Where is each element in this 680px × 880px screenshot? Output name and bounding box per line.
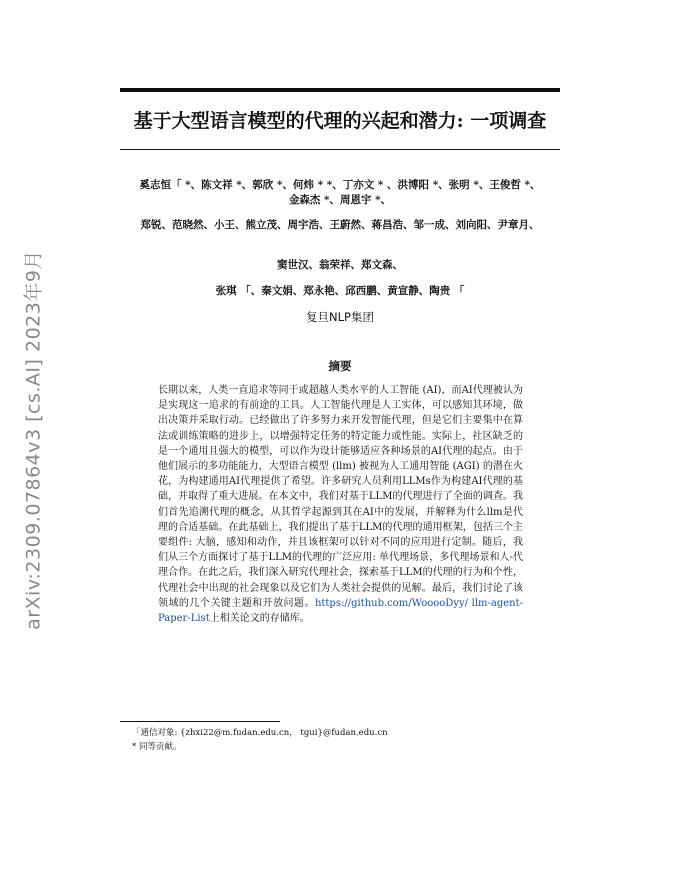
title-top-rule: [120, 88, 560, 92]
arxiv-stamp-text: arXiv:2309.07864v3 [cs.AI] 2023年9月: [22, 250, 45, 630]
author-line-1: 奚志恒「 *、陈文祥 *、郭欣 *、何炜 * *、丁亦文 * 、洪博阳 *、张明 *、王俊哲 *、金森杰 *、周恩宇 *、: [139, 179, 541, 206]
author-line-2: 郑锐、范晓然、小王、熊立茂、周宇浩、王蔚然、蒋昌浩、邹一成、刘向阳、尹章月、: [140, 219, 540, 231]
author-line-3: 窦世汉、翁荣祥、郑文森、: [277, 259, 403, 271]
footnote-correspondence: 「通信对象: {zhxi22@m.fudan.edu.cn， tgui}@fudan.edu.cn: [132, 728, 388, 738]
footnote-equal-contribution: * 同等贡献。: [132, 742, 182, 752]
abstract-body: [158, 383, 523, 626]
abstract-heading: 摘要: [328, 359, 352, 373]
abstract-text: 长期以来，人类一直追求等同于或超越人类水平的人工智能 (AI)，而AI代理被认为是实现这一追求的有前途的工具。人工智能代理是人工实体，可以感知其环境，做出决策并采取行动。已经做出了许多努力来开发智能代理，但是它们主要集中在算法或训练策略的进步上，以增强特定任务的特定能力或性能。实际上，社区缺乏的是一个通用且强大的模型，可以作为设计能够适应各种场景的AI代理的起点。由于他们展示的多功能能力，大型语言模型 (llm) 被视为人工通用智能 (AGI) 的潜在火花，为构建通用AI代理提供了希望。许多研究人员利用LLMs作为构建AI代理的基础，并取得了重大进展。在本文中，我们对基于LLM的代理进行了全面的调查。我们首先追溯代理的概念，从其哲学起源到其在AI中的发展，并解释为什么llm是代理的合适基础。在此基础上，我们提出了基于LLM的代理的通用框架，包括三个主要组件: 大脑，感知和动作，并且该框架可以针对不同的应用进行定制。随后，我们从三个方面探讨了基于LLM的代理的广泛应用: 单代理场景，多代理场景和人-代理合作。在此之后，我们深入研究代理社会，探索基于LLM的代理的行为和个性，代理社会中出现的社会现象以及它们为人类社会提供的见解。最后，我们讨论了该领域的几个关键主题和开放问题。: [158, 385, 523, 609]
author-line-4: 张琪 「、秦文娟、郑永艳、邱西鹏、黄宣静、陶贵 「: [215, 285, 465, 297]
abstract-tail: 上相关论文的存储库。: [209, 613, 310, 625]
repo-link[interactable]: https://github.com/WooooDyy/ llm-agent-Paper-List: [158, 597, 524, 625]
arxiv-stamp: [14, 240, 50, 640]
footnote-rule: [120, 721, 280, 722]
paper-title: 基于大型语言模型的代理的兴起和潜力: 一项调查: [133, 110, 547, 132]
affiliation: 复旦NLP集团: [306, 310, 374, 324]
title-bottom-rule: [120, 149, 560, 150]
